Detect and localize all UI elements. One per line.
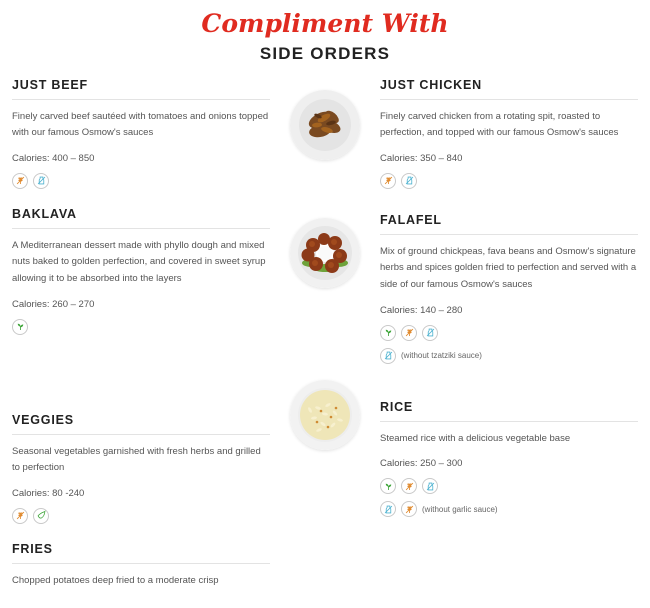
dietary-badges xyxy=(380,325,638,341)
menu-item-description: Seasonal vegetables garnished with fresh herbs and grilled to perfection xyxy=(12,445,261,474)
menu-item-title: RICE xyxy=(380,399,414,414)
dietary-note xyxy=(380,501,638,517)
menu-item-title: VEGGIES xyxy=(12,412,74,427)
item-divider xyxy=(380,421,638,422)
page-title: SIDE ORDERS xyxy=(259,43,391,63)
item-divider xyxy=(380,99,638,100)
dairy-free-icon xyxy=(380,348,396,364)
dietary-note-text: (without tzatziki sauce) xyxy=(401,351,482,361)
menu-item-just-chicken xyxy=(380,78,638,189)
menu-item-calories: Calories: 80 -240 xyxy=(12,487,85,499)
item-divider xyxy=(380,234,638,235)
menu-item-veggies xyxy=(12,413,270,524)
vegetarian-icon xyxy=(380,478,396,494)
dairy-free-icon xyxy=(422,478,438,494)
menu-item-title: JUST BEEF xyxy=(12,77,88,92)
wheat-free-icon xyxy=(401,501,417,517)
menu-item-description: A Mediterranean dessert made with phyllo dough and mixed nuts baked to golden perfection, and covered in sweet syrup allowing it to be absorbed into the layers xyxy=(12,239,266,284)
menu-item-description: Mix of ground chickpeas, fava beans and Osmow's signature herbs and spices golden fried to perfection and served with a side of our famous Osmow's sauces xyxy=(380,245,637,290)
dairy-free-icon xyxy=(422,325,438,341)
just-beef-photo xyxy=(290,90,360,160)
item-divider xyxy=(12,228,270,229)
menu-item-title: JUST CHICKEN xyxy=(380,77,482,92)
dairy-free-icon xyxy=(33,173,49,189)
falafel-photo xyxy=(290,218,360,288)
menu-item-falafel xyxy=(380,213,638,364)
vegan-icon xyxy=(33,508,49,524)
dietary-badges xyxy=(12,508,270,524)
menu-item-calories: Calories: 400 – 850 xyxy=(12,152,95,164)
dairy-free-icon xyxy=(380,501,396,517)
menu-item-title: BAKLAVA xyxy=(12,206,77,221)
menu-item-title: FALAFEL xyxy=(380,212,442,227)
menu-item-just-beef xyxy=(12,78,270,189)
menu-item-rice xyxy=(380,400,638,518)
menu-item-calories: Calories: 350 – 840 xyxy=(380,152,463,164)
menu-item-description: Steamed rice with a delicious vegetable base xyxy=(380,432,571,444)
dietary-badges xyxy=(380,173,638,189)
wheat-free-icon xyxy=(401,478,417,494)
rice-photo xyxy=(290,380,360,450)
menu-columns xyxy=(0,64,650,608)
dietary-badges xyxy=(12,319,270,335)
item-divider xyxy=(12,563,270,564)
wheat-free-icon xyxy=(12,173,28,189)
right-menu-column xyxy=(380,78,638,608)
vegetarian-icon xyxy=(380,325,396,341)
dietary-note xyxy=(380,348,638,364)
menu-item-description: Finely carved beef sautéed with tomatoes and onions topped with our famous Osmow's sauces xyxy=(12,110,269,139)
food-photo-column xyxy=(270,78,380,608)
menu-item-calories: Calories: 140 – 280 xyxy=(380,304,463,316)
vegetarian-icon xyxy=(12,319,28,335)
dietary-badges xyxy=(12,173,270,189)
dietary-badges xyxy=(380,478,638,494)
menu-header xyxy=(0,0,650,64)
wheat-free-icon xyxy=(12,508,28,524)
menu-item-calories: Calories: 260 – 270 xyxy=(12,298,95,310)
menu-item-description: Chopped potatoes deep fried to a moderate crisp xyxy=(12,574,219,586)
page-script-title: Compliment With xyxy=(201,9,449,38)
menu-item-title: FRIES xyxy=(12,541,53,556)
item-divider xyxy=(12,99,270,100)
wheat-free-icon xyxy=(380,173,396,189)
dietary-note-text: (without garlic sauce) xyxy=(422,504,498,514)
menu-item-description: Finely carved chicken from a rotating spit, roasted to perfection, and topped with our famous Osmow's sauces xyxy=(380,110,619,139)
left-menu-column xyxy=(12,78,270,608)
menu-item-fries xyxy=(12,542,270,590)
menu-item-calories: Calories: 250 – 300 xyxy=(380,458,463,470)
wheat-free-icon xyxy=(401,325,417,341)
menu-item-baklava xyxy=(12,207,270,335)
dairy-free-icon xyxy=(401,173,417,189)
item-divider xyxy=(12,434,270,435)
